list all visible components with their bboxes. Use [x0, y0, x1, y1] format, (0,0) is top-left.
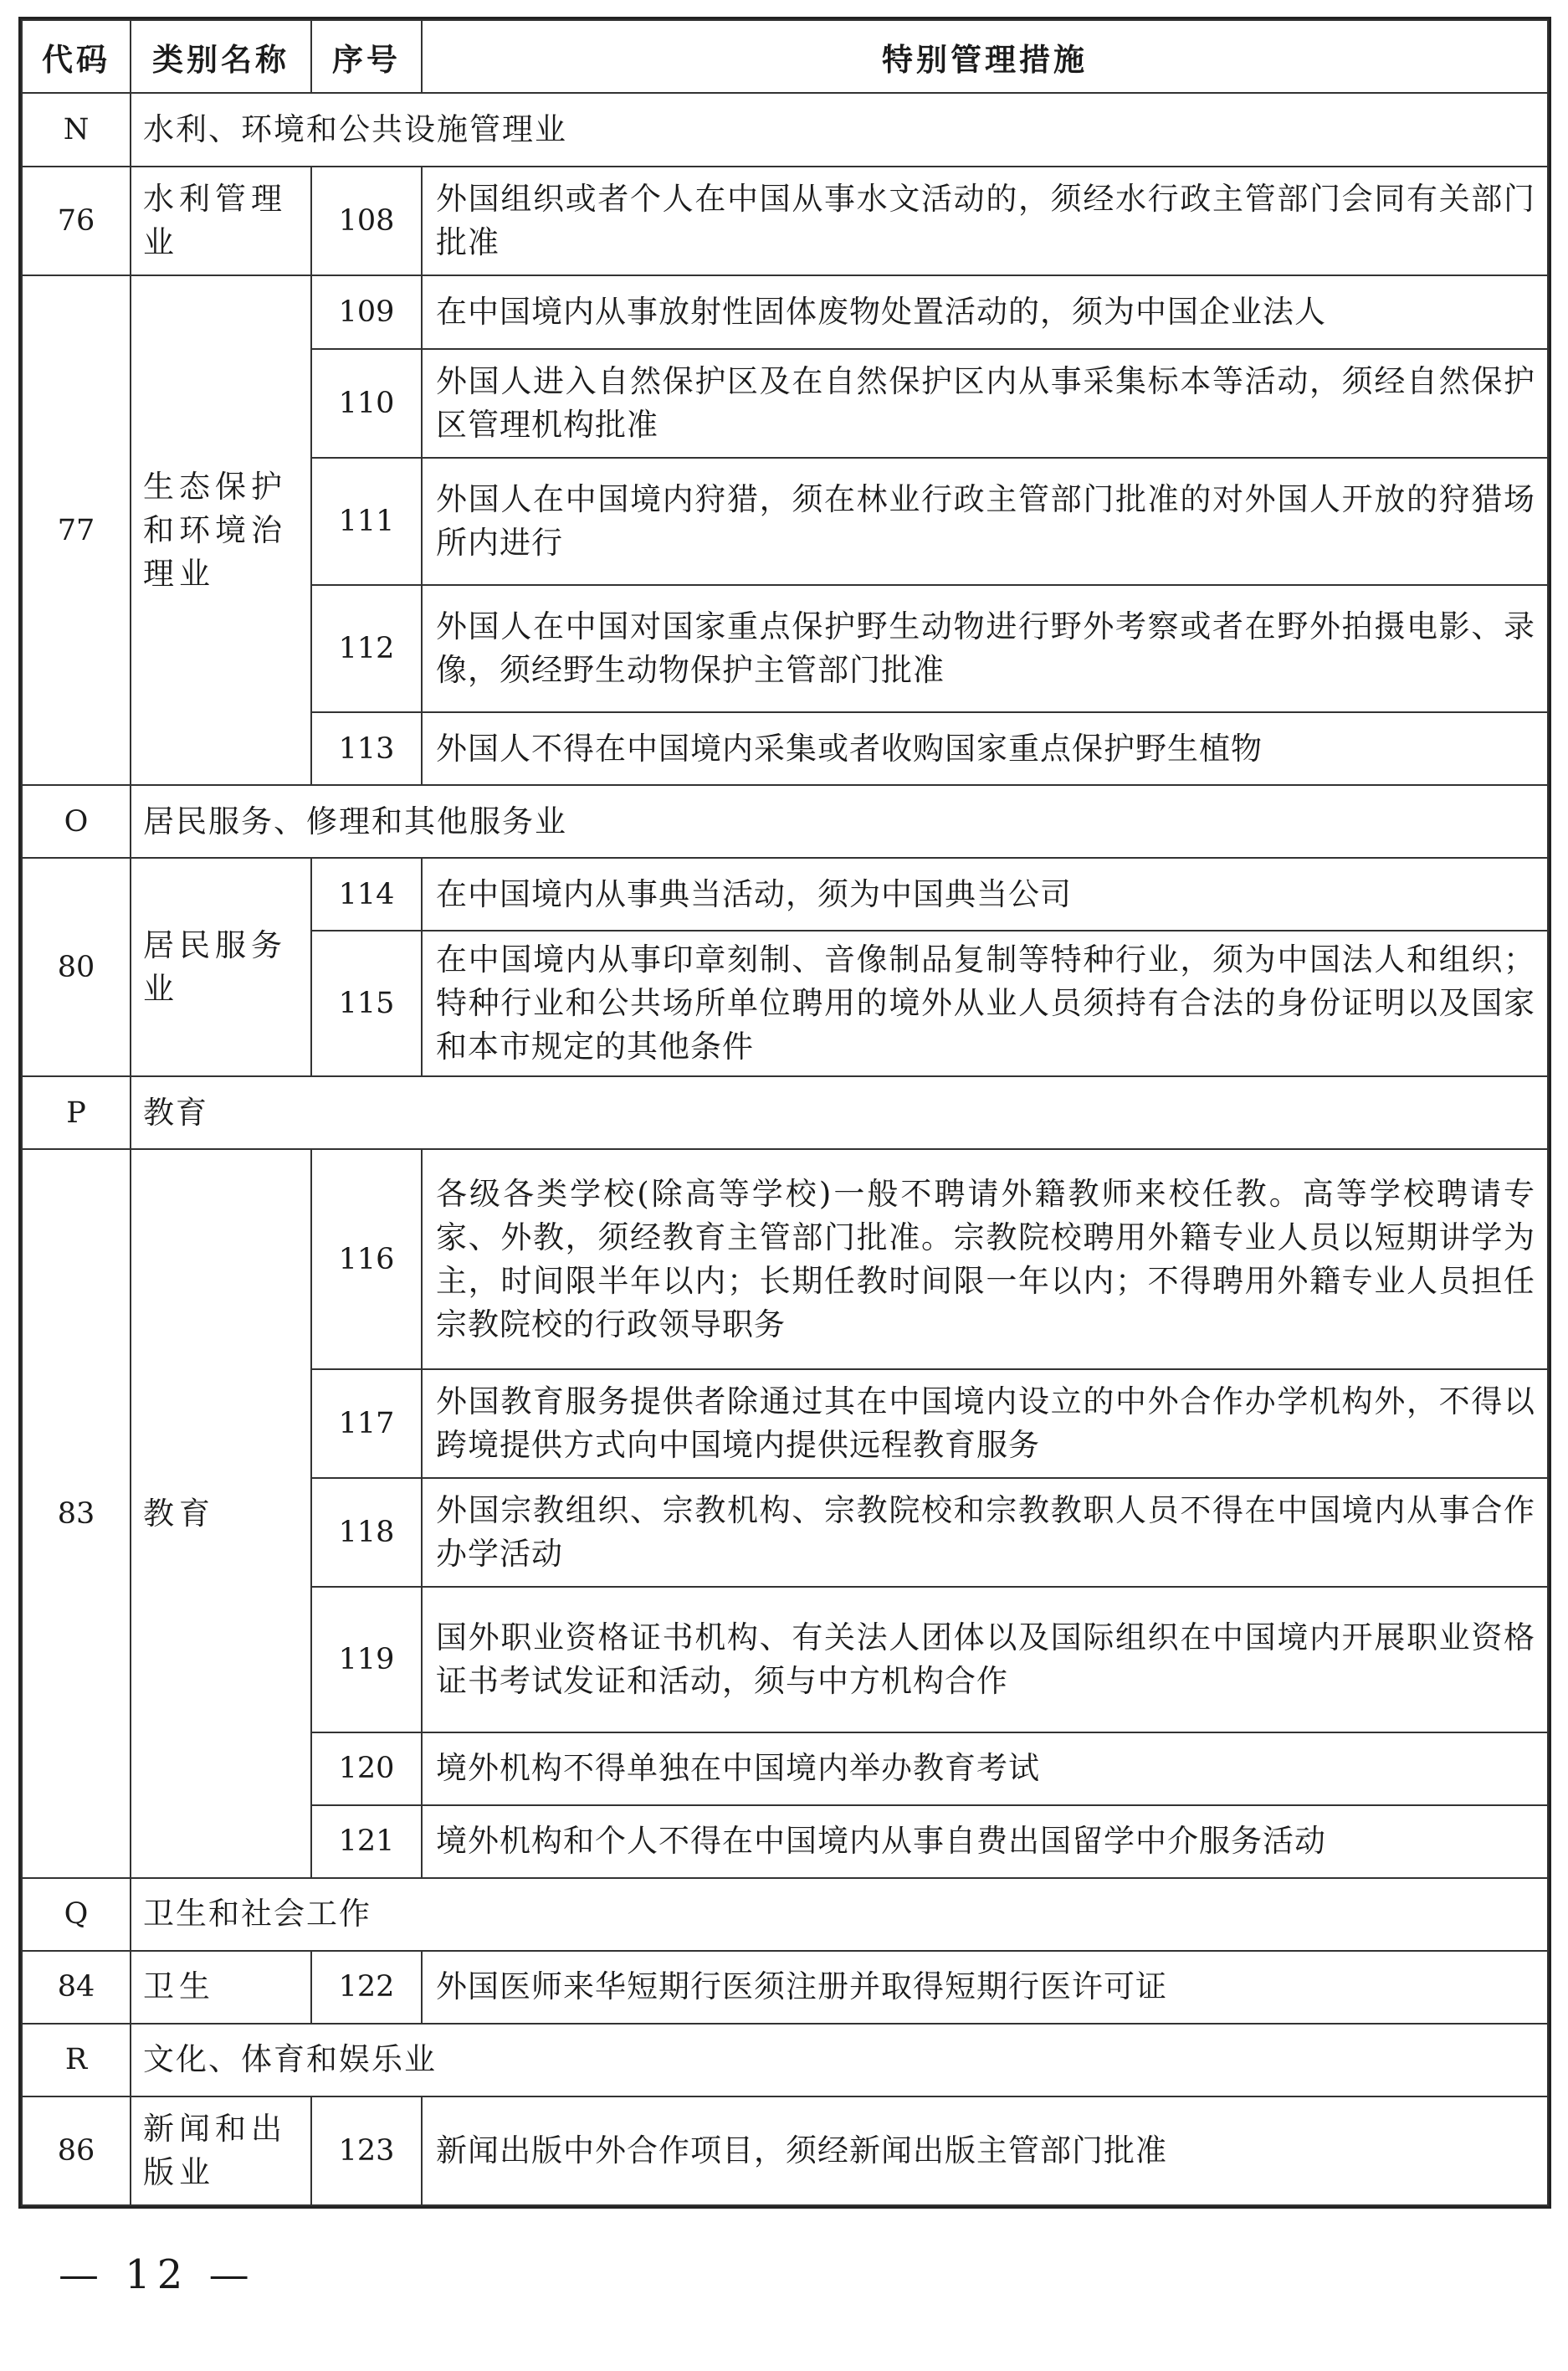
row-measure: 外国宗教组织、宗教机构、宗教院校和宗教教职人员不得在中国境内从事合作办学活动: [422, 1478, 1548, 1587]
table-row: [22, 275, 1548, 349]
row-number: 118: [311, 1478, 422, 1587]
row-measure: 各级各类学校(除高等学校)一般不聘请外籍教师来校任教。高等学校聘请专家、外教，须经教育主管部门批准。宗教院校聘用外籍专业人员以短期讲学为主，时间限半年以内；长期任教时间限一年以内；不得聘用外籍专业人员担任宗教院校的行政领导职务: [422, 1149, 1548, 1368]
section-code: R: [22, 2024, 131, 2096]
header-category: 类别名称: [131, 20, 311, 93]
row-number: 120: [311, 1732, 422, 1805]
section-code: O: [22, 785, 131, 858]
group-code: 84: [22, 1951, 131, 2024]
row-number: 123: [311, 2096, 422, 2205]
row-number: 122: [311, 1951, 422, 2024]
group-category: 教育: [131, 1149, 311, 1877]
row-number: 110: [311, 349, 422, 458]
section-title: 水利、环境和公共设施管理业: [131, 93, 1548, 167]
group-code: 77: [22, 275, 131, 785]
row-number: 121: [311, 1805, 422, 1878]
section-title: 文化、体育和娱乐业: [131, 2024, 1548, 2096]
row-number: 112: [311, 585, 422, 712]
table-row: [22, 1149, 1548, 1368]
special-measures-table: [21, 19, 1549, 2206]
group-code: 76: [22, 167, 131, 275]
group-category: 水利管理业: [131, 167, 311, 275]
section-code: P: [22, 1076, 131, 1149]
group-category: 生态保护和环境治理业: [131, 275, 311, 785]
row-measure: 境外机构和个人不得在中国境内从事自费出国留学中介服务活动: [422, 1805, 1548, 1878]
row-measure: 外国人进入自然保护区及在自然保护区内从事采集标本等活动，须经自然保护区管理机构批准: [422, 349, 1548, 458]
row-measure: 在中国境内从事典当活动，须为中国典当公司: [422, 858, 1548, 931]
section-title: 教育: [131, 1076, 1548, 1149]
header-measure: 特别管理措施: [422, 20, 1548, 93]
section-row-n: [22, 93, 1548, 167]
page-number: — 12 —: [59, 2251, 256, 2298]
row-measure: 在中国境内从事印章刻制、音像制品复制等特种行业，须为中国法人和组织；特种行业和公共场所单位聘用的境外从业人员须持有合法的身份证明以及国家和本市规定的其他条件: [422, 931, 1548, 1076]
section-title: 居民服务、修理和其他服务业: [131, 785, 1548, 858]
section-title: 卫生和社会工作: [131, 1878, 1548, 1951]
table-row: [22, 167, 1548, 275]
group-code: 86: [22, 2096, 131, 2205]
group-code: 80: [22, 858, 131, 1076]
table-header-row: [22, 20, 1548, 93]
row-measure: 外国医师来华短期行医须注册并取得短期行医许可证: [422, 1951, 1548, 2024]
table-row: [22, 1951, 1548, 2024]
row-number: 115: [311, 931, 422, 1076]
row-number: 113: [311, 712, 422, 785]
row-measure: 外国组织或者个人在中国从事水文活动的，须经水行政主管部门会同有关部门批准: [422, 167, 1548, 275]
section-row-p: [22, 1076, 1548, 1149]
row-number: 111: [311, 458, 422, 585]
section-row-o: [22, 785, 1548, 858]
row-measure: 外国人在中国境内狩猎，须在林业行政主管部门批准的对外国人开放的狩猎场所内进行: [422, 458, 1548, 585]
row-number: 116: [311, 1149, 422, 1368]
row-number: 119: [311, 1587, 422, 1732]
row-number: 114: [311, 858, 422, 931]
row-number: 117: [311, 1369, 422, 1478]
section-code: N: [22, 93, 131, 167]
regulation-table-sheet: [18, 17, 1551, 2209]
row-number: 108: [311, 167, 422, 275]
row-number: 109: [311, 275, 422, 349]
group-code: 83: [22, 1149, 131, 1877]
table-row: [22, 858, 1548, 931]
header-num: 序号: [311, 20, 422, 93]
row-measure: 新闻出版中外合作项目，须经新闻出版主管部门批准: [422, 2096, 1548, 2205]
row-measure: 国外职业资格证书机构、有关法人团体以及国际组织在中国境内开展职业资格证书考试发证和活动，须与中方机构合作: [422, 1587, 1548, 1732]
row-measure: 外国人在中国对国家重点保护野生动物进行野外考察或者在野外拍摄电影、录像，须经野生动物保护主管部门批准: [422, 585, 1548, 712]
group-category: 卫生: [131, 1951, 311, 2024]
row-measure: 境外机构不得单独在中国境内举办教育考试: [422, 1732, 1548, 1805]
row-measure: 外国人不得在中国境内采集或者收购国家重点保护野生植物: [422, 712, 1548, 785]
table-row: [22, 2096, 1548, 2205]
group-category: 居民服务业: [131, 858, 311, 1076]
section-row-q: [22, 1878, 1548, 1951]
section-code: Q: [22, 1878, 131, 1951]
row-measure: 在中国境内从事放射性固体废物处置活动的，须为中国企业法人: [422, 275, 1548, 349]
section-row-r: [22, 2024, 1548, 2096]
row-measure: 外国教育服务提供者除通过其在中国境内设立的中外合作办学机构外，不得以跨境提供方式向中国境内提供远程教育服务: [422, 1369, 1548, 1478]
header-code: 代码: [22, 20, 131, 93]
group-category: 新闻和出版业: [131, 2096, 311, 2205]
